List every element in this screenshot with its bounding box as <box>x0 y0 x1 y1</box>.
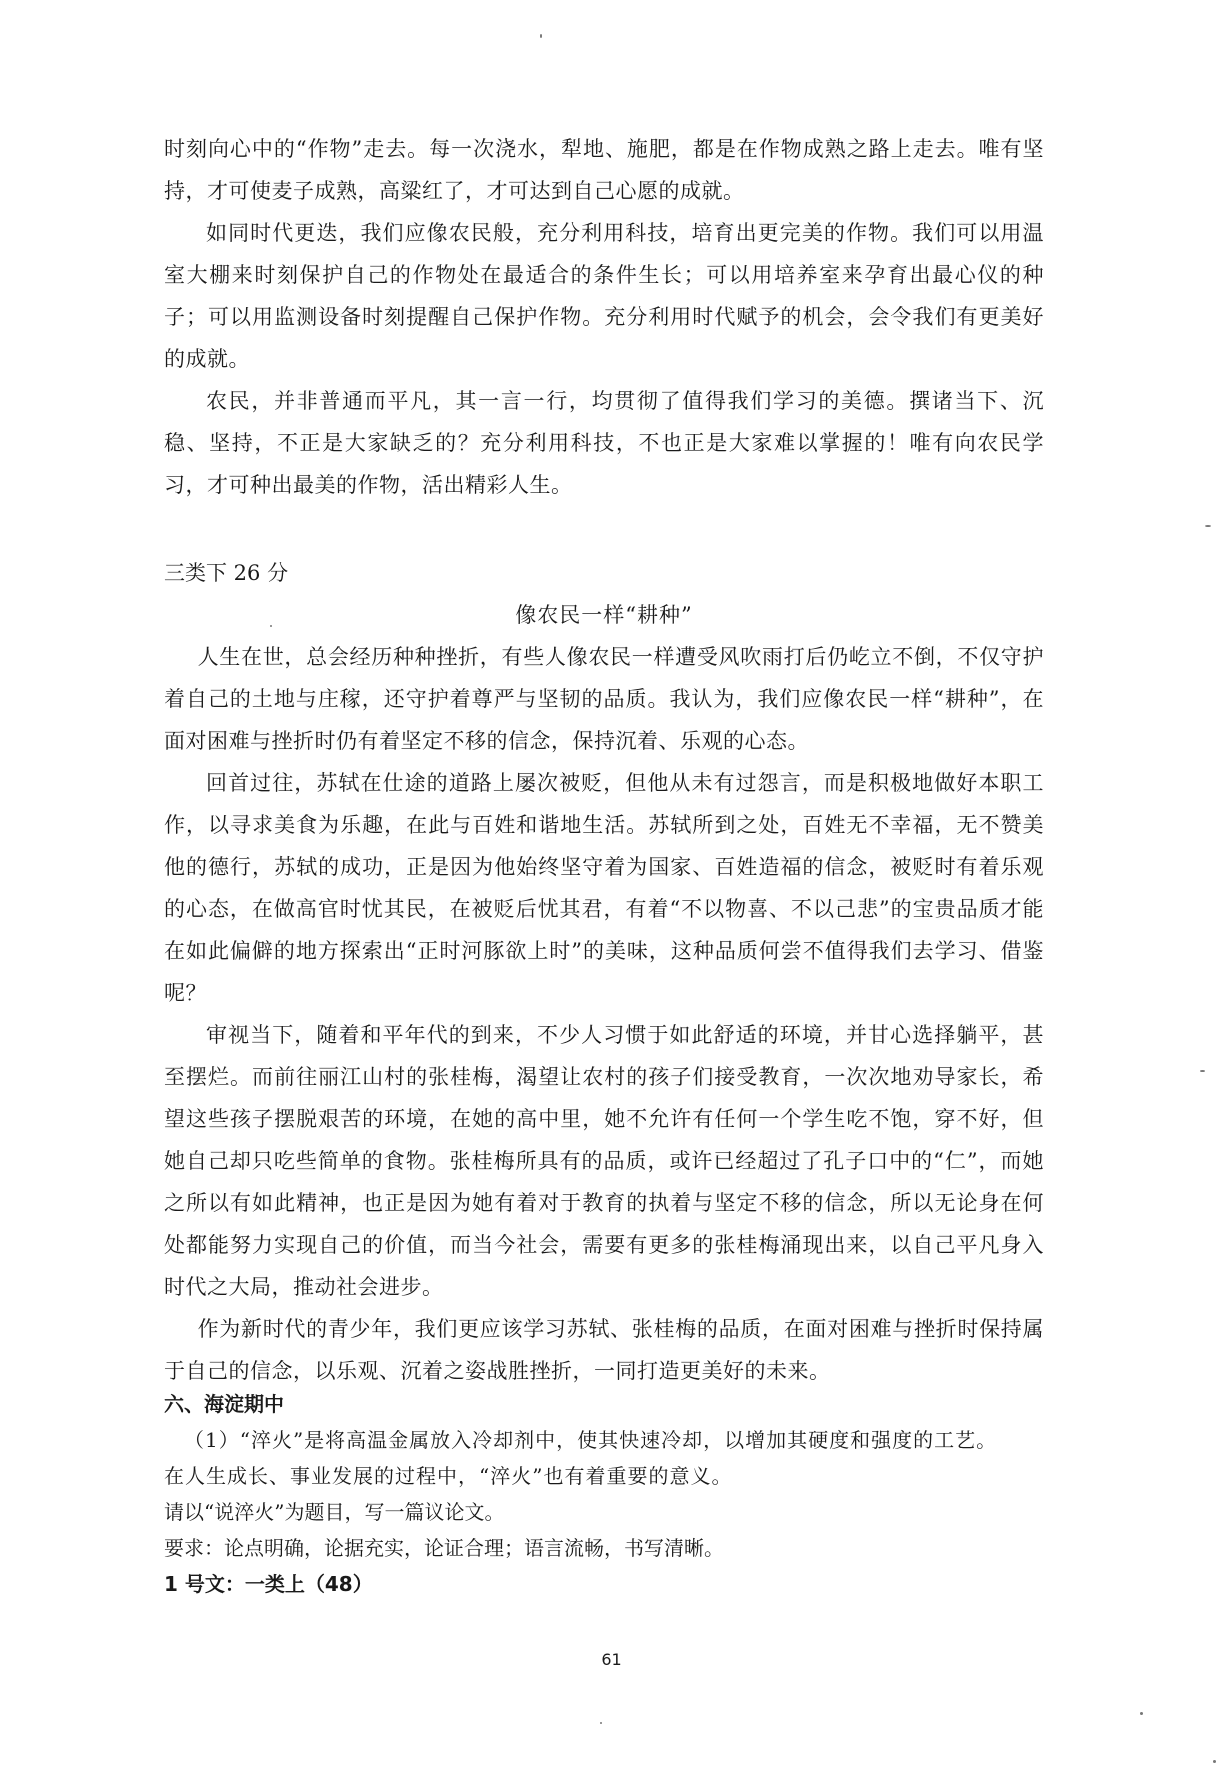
essay2-paragraph-3: 审视当下，随着和平年代的到来，不少人习惯于如此舒适的环境，并甘心选择躺平，甚至摆烂。而前往丽江山村的张桂梅，渴望让农村的孩子们接受教育，一次次地劝导家长，希望这些孩子摆脱艰苦的环境，在她的高中里，她不允许有任何一个学生吃不饱，穿不好，但她自己却只吃些简单的食物。张桂梅所具有的品质，或许已经超过了孔子口中的“仁”，而她之所以有如此精神，也正是因为她有着对于教育的执着与坚定不移的信念，所以无论身在何处都能努力实现自己的价值，而当今社会，需要有更多的张桂梅涌现出来，以自己平凡身入时代之大局，推动社会进步。 <box>164 1023 1044 1299</box>
scan-speck <box>270 625 272 627</box>
scan-speck <box>1140 1712 1143 1715</box>
essay2-paragraph-1: 人生在世，总会经历种种挫折，有些人像农民一样遭受风吹雨打后仍屹立不倒，不仅守护着自己的土地与庄稼，还守护着尊严与坚韧的品质。我认为，我们应像农民一样“耕种”，在面对困难与挫折时仍有着坚定不移的信念，保持沉着、乐观的心态。 <box>164 645 1044 753</box>
essay2-paragraph-4: 作为新时代的青少年，我们更应该学习苏轼、张桂梅的品质，在面对困难与挫折时保持属于自己的信念，以乐观、沉着之姿战胜挫折，一同打造更美好的未来。 <box>164 1317 1044 1383</box>
scan-speck <box>1200 1070 1205 1072</box>
page-number: 61 <box>601 1650 622 1669</box>
sample-essay-label: 1 号文：一类上（48） <box>164 1572 373 1596</box>
scan-speck <box>540 34 542 38</box>
grade-label: 三类下 26 分 <box>164 561 289 585</box>
prompt-line-2: 在人生成长、事业发展的过程中，“淬火”也有着重要的意义。 <box>164 1464 733 1488</box>
section-heading: 六、海淀期中 <box>164 1392 284 1416</box>
essay1-paragraph-3: 农民，并非普通而平凡，其一言一行，均贯彻了值得我们学习的美德。撰诸当下、沉稳、坚持，不正是大家缺乏的？充分利用科技，不也正是大家难以掌握的！唯有向农民学习，才可种出最美的作物，活出精彩人生。 <box>164 389 1044 497</box>
essay1-paragraph-2: 如同时代更迭，我们应像农民般，充分利用科技，培育出更完美的作物。我们可以用温室大棚来时刻保护自己的作物处在最适合的条件生长；可以用培养室来孕育出最心仪的种子；可以用监测设备时刻提醒自己保护作物。充分利用时代赋予的机会，会令我们有更美好的成就。 <box>164 221 1044 371</box>
essay2 <box>164 552 1044 1392</box>
scan-speck <box>1213 1760 1216 1763</box>
essay-requirements: 要求：论点明确，论据充实，论证合理；语言流畅，书写清晰。 <box>164 1536 724 1560</box>
essay-instruction: 请以“说淬火”为题目，写一篇议论文。 <box>164 1500 505 1524</box>
prompt-line-1: （1）“淬火”是将高温金属放入冷却剂中，使其快速冷却，以增加其硬度和强度的工艺。 <box>184 1428 998 1452</box>
essay2-paragraph-2: 回首过往，苏轼在仕途的道路上屡次被贬，但他从未有过怨言，而是积极地做好本职工作，以寻求美食为乐趣，在此与百姓和谐地生活。苏轼所到之处，百姓无不幸福，无不赞美他的德行，苏轼的成功，正是因为他始终坚守着为国家、百姓造福的信念，被贬时有着乐观的心态，在做高官时忧其民，在被贬后忧其君，有着“不以物喜、不以己悲”的宝贵品质才能在如此偏僻的地方探索出“正时河豚欲上时”的美味，这种品质何尝不值得我们去学习、借鉴呢？ <box>164 771 1044 1005</box>
scan-speck <box>1205 525 1211 527</box>
essay-title: 像农民一样“耕种” <box>515 603 693 627</box>
essay1-paragraph-1: 时刻向心中的“作物”走去。每一次浇水，犁地、施肥，都是在作物成熟之路上走去。唯有坚持，才可使麦子成熟，高粱红了，才可达到自己心愿的成就。 <box>164 137 1044 203</box>
scan-speck <box>600 1722 602 1724</box>
section-6 <box>164 1386 1044 1602</box>
essay1-continuation <box>164 128 1044 506</box>
